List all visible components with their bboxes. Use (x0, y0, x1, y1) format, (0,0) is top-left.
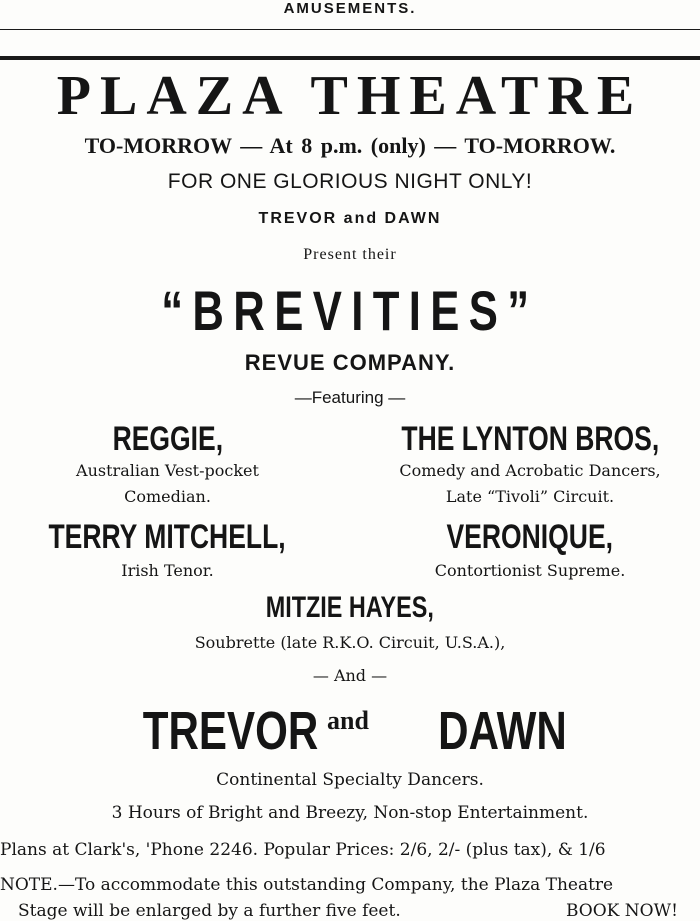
act-lynton-name (360, 420, 700, 459)
act-veronique-name (360, 518, 700, 557)
hours-line: 3 Hours of Bright and Breezy, Non-stop Entertainment. (111, 803, 589, 823)
act-mitzie-desc1: Soubrette (late R.K.O. Circuit, U.S.A.), (194, 633, 506, 652)
revue-line: REVUE COMPANY. (244, 350, 456, 375)
act-reggie-name (0, 420, 335, 459)
book-now: BOOK NOW! (566, 901, 678, 921)
show-title-text: “BREVITIES” (161, 279, 539, 342)
note-line: NOTE.—To accommodate this outstanding Company, the Plaza Theatre (0, 875, 614, 895)
and-line: — And — (312, 666, 388, 685)
header-rule-thin (0, 29, 700, 30)
act-mitzie-name (0, 590, 700, 625)
act-veronique-desc1: Contortionist Supreme. (434, 561, 626, 580)
act-name: VERONIQUE, (446, 518, 614, 556)
act-name: REGGIE, (112, 420, 223, 458)
act-name: MITZIE HAYES, (265, 591, 435, 624)
presenters-line: TREVOR and DAWN (258, 210, 442, 227)
continental-line: Continental Specialty Dancers. (216, 770, 484, 790)
final-trevor-text: TREVOR (142, 701, 319, 761)
plans-line: Plans at Clark's, 'Phone 2246. Popular Prices: 2/6, 2/- (plus tax), & 1/6 (0, 840, 606, 860)
final-dawn-text: DAWN (438, 701, 567, 761)
stage-line: Stage will be enlarged by a further five feet. (18, 901, 401, 921)
featuring-line: —Featuring — (294, 388, 406, 407)
glorious-line: FOR ONE GLORIOUS NIGHT ONLY! (167, 170, 533, 193)
final-trevor (118, 700, 319, 762)
act-name: THE LYNTON BROS, (401, 420, 659, 458)
act-name: TERRY MITCHELL, (48, 518, 287, 556)
act-lynton-desc2: Late “Tivoli” Circuit. (445, 487, 615, 506)
act-reggie-desc2: Comedian. (124, 487, 211, 506)
section-header: AMUSEMENTS. (283, 0, 417, 17)
dates-line: TO-MORROW — At 8 p.m. (only) — TO-MORROW. (84, 133, 616, 158)
theatre-title: PLAZA THEATRE (56, 65, 644, 127)
act-terry-name (0, 518, 335, 557)
present-their-line: Present their (303, 246, 397, 263)
final-and: and (327, 706, 369, 735)
show-title (0, 278, 700, 344)
header-rule-thick (0, 56, 700, 60)
act-terry-desc1: Irish Tenor. (121, 561, 214, 580)
act-reggie-desc1: Australian Vest-pocket (76, 461, 259, 480)
final-dawn (420, 700, 570, 762)
act-lynton-desc1: Comedy and Acrobatic Dancers, (399, 461, 661, 480)
